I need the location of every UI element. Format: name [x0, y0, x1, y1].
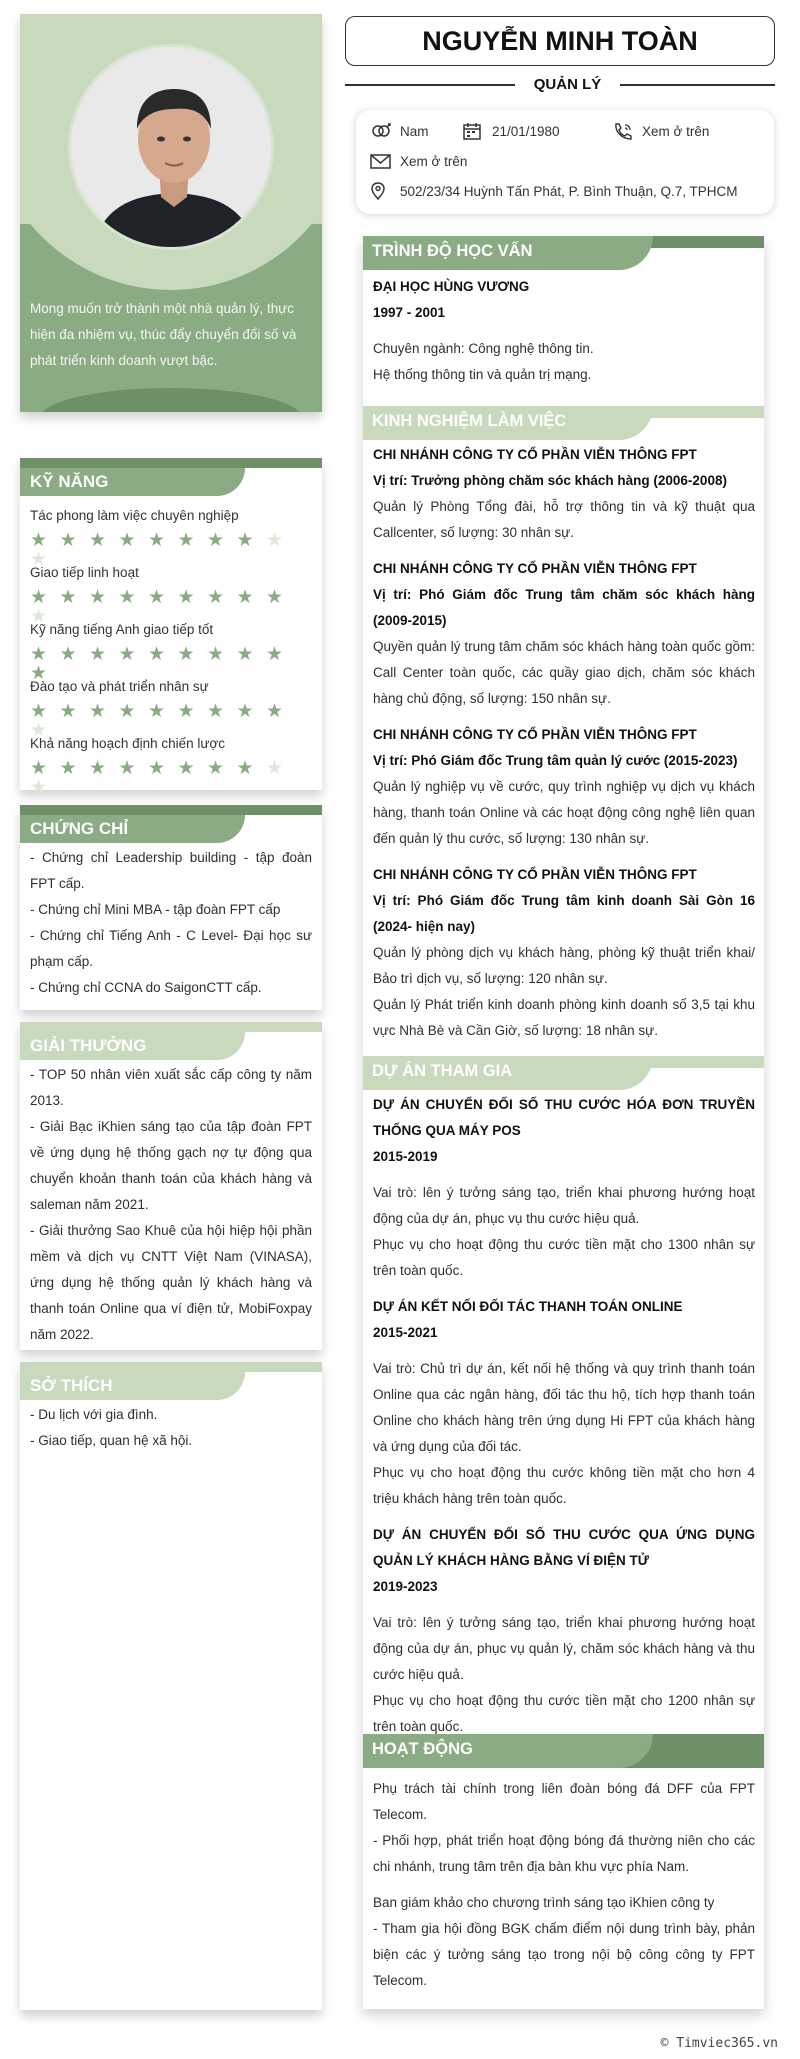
- activities-header: [363, 1734, 764, 1768]
- candidate-name: NGUYỄN MINH TOÀN: [345, 16, 775, 66]
- hobbies-card: [20, 1362, 322, 2010]
- star-icon: ★: [118, 701, 136, 722]
- award-item: - TOP 50 nhân viên xuất sắc cấp công ty năm 2013.: [30, 1067, 312, 1108]
- education-section: [373, 274, 755, 388]
- school-detail: Hệ thống thông tin và quản trị mạng.: [373, 367, 592, 382]
- star-icon: ★: [30, 606, 48, 627]
- avatar: [68, 44, 274, 250]
- star-icon: ★: [30, 720, 48, 741]
- star-icon: ★: [148, 701, 166, 722]
- contact-address: 502/23/34 Huỳnh Tấn Phát, P. Bình Thuận, Q.7, TPHCM: [370, 182, 737, 200]
- experience-header: [363, 406, 764, 440]
- school-major: Chuyên ngành: Công nghệ thông tin.: [373, 341, 594, 356]
- star-icon: ★: [177, 530, 195, 551]
- profile-card: [20, 14, 322, 412]
- activities-title: HOẠT ĐỘNG: [363, 1734, 653, 1768]
- star-icon: ★: [177, 644, 195, 665]
- star-icon: ★: [148, 644, 166, 665]
- skill-item: Kỹ năng tiếng Anh giao tiếp tốt ★ ★ ★ ★ ★ ★ ★ ★ ★★: [30, 622, 315, 668]
- skills-title: KỸ NĂNG: [20, 468, 245, 496]
- star-icon: ★: [236, 758, 254, 779]
- hobby-item: - Du lịch với gia đình.: [30, 1407, 158, 1422]
- education-header: [363, 236, 764, 270]
- star-icon: ★: [236, 530, 254, 551]
- star-icon: ★: [118, 530, 136, 551]
- main-content-card: [363, 236, 764, 2009]
- star-icon: ★: [30, 777, 48, 798]
- hobby-item: - Giao tiếp, quan hệ xã hội.: [30, 1433, 193, 1448]
- calendar-icon: [462, 122, 484, 140]
- star-icon: ★: [207, 701, 225, 722]
- skill-item: Giao tiếp linh hoạt ★ ★ ★ ★ ★ ★ ★ ★ ★★: [30, 565, 315, 611]
- activity-item: Phụ trách tài chính trong liên đoàn bóng đá DFF của FPT Telecom.: [373, 1781, 755, 1822]
- star-icon: ★: [59, 644, 77, 665]
- activity-item: - Tham gia hội đồng BGK chấm điểm nội dung trình bày, phản biện các ý tưởng sáng tạo trong nội bộ công công ty FPT Telecom.: [373, 1921, 755, 1988]
- job-item: CHI NHÁNH CÔNG TY CỔ PHẦN VIỄN THÔNG FPT Vị trí: Phó Giám đốc Trung tâm chăm sóc khách hàng (2009-2015) Quyền quản lý trung tâm chăm sóc khách hàng toàn quốc gồm: Call Center toàn quốc, các quầy giao dịch, chăm sóc khách hàng chủ động, số lượng: 150 nhân sự.: [373, 561, 755, 706]
- projects-header: [363, 1056, 764, 1090]
- star-icon: ★: [118, 758, 136, 779]
- star-icon: ★: [59, 530, 77, 551]
- star-icon: ★: [207, 587, 225, 608]
- star-icon: ★: [59, 587, 77, 608]
- skill-item: Khả năng hoạch định chiến lược ★ ★ ★ ★ ★ ★ ★ ★ ★★: [30, 736, 315, 782]
- location-pin-icon: [370, 182, 392, 200]
- hobbies-title: SỞ THÍCH: [20, 1372, 245, 1400]
- star-icon: ★: [118, 587, 136, 608]
- watermark: © Timviec365.vn: [660, 2036, 778, 2051]
- star-icon: ★: [266, 758, 284, 779]
- job-item: CHI NHÁNH CÔNG TY CỔ PHẦN VIỄN THÔNG FPT Vị trí: Phó Giám đốc Trung tâm quản lý cước (2015-2023) Quản lý nghiệp vụ về cước, quy trình nghiệp vụ dịch vụ khách hàng, thanh toán Online và các hoạt động công nghệ liên quan đến quản lý thu cước, số lượng: 130 nhân sự.: [373, 727, 755, 846]
- certificates-title: CHỨNG CHỈ: [20, 815, 245, 843]
- star-icon: ★: [89, 644, 107, 665]
- star-icon: ★: [89, 701, 107, 722]
- star-icon: ★: [30, 587, 48, 608]
- activity-item: Ban giám khảo cho chương trình sáng tạo iKhien công ty: [373, 1895, 715, 1910]
- project-item: DỰ ÁN KẾT NỐI ĐỐI TÁC THANH TOÁN ONLINE 2015-2021 Vai trò: Chủ trì dự án, kết nối hệ thống và quy trình thanh toán Online qua các ngân hàng, đối tác thu hộ, tích hợp thanh toán Online cho khách hàng trên ứng dụng Hi FPT của khách hàng và ứng dụng của đối tác. Phục vụ cho hoạt động thu cước không tiền mặt cho hơn 4 triệu khách hàng trên toàn quốc.: [373, 1299, 755, 1506]
- star-icon: ★: [30, 701, 48, 722]
- star-icon: ★: [89, 530, 107, 551]
- star-icon: ★: [207, 530, 225, 551]
- project-item: DỰ ÁN CHUYỂN ĐỔI SỐ THU CƯỚC HÓA ĐƠN TRUYỀN THỐNG QUA MÁY POS 2015-2019 Vai trò: lên ý tưởng sáng tạo, triển khai phương hướng hoạt động của dự án, phục vụ thu cước hiệu quả. Phục vụ cho hoạt động thu cước tiền mặt cho 1300 nhân sự trên toàn quốc.: [373, 1097, 755, 1278]
- email-icon: [370, 152, 392, 170]
- star-icon: ★: [177, 587, 195, 608]
- star-icon: ★: [236, 644, 254, 665]
- contact-phone: Xem ở trên: [612, 122, 709, 140]
- star-icon: ★: [89, 587, 107, 608]
- star-icon: ★: [30, 758, 48, 779]
- skill-item: Tác phong làm việc chuyên nghiệp ★ ★ ★ ★ ★ ★ ★ ★ ★★: [30, 508, 315, 554]
- project-item: DỰ ÁN CHUYỂN ĐỔI SỐ THU CƯỚC QUA ỨNG DỤNG QUẢN LÝ KHÁCH HÀNG BẰNG VÍ ĐIỆN TỬ 2019-2023 Vai trò: lên ý tưởng sáng tạo, triển khai phương hướng hoạt động của dự án, phục vụ quản lý, chăm sóc khách hàng và thu cước hiệu quả. Phục vụ cho hoạt động thu cước tiền mặt cho 1200 nhân sự trên toàn quốc.: [373, 1527, 755, 1734]
- awards-title: GIẢI THƯỞNG: [20, 1032, 245, 1060]
- star-icon: ★: [148, 587, 166, 608]
- star-icon: ★: [236, 587, 254, 608]
- skills-card: [20, 458, 322, 798]
- certificate-item: - Chứng chỉ Tiếng Anh - C Level- Đại học sư phạm cấp.: [30, 928, 312, 969]
- career-goal: Mong muốn trở thành một nhà quản lý, thực hiện đa nhiệm vụ, thúc đẩy chuyển đổi số và phát triển kinh doanh vượt bậc.: [30, 301, 297, 368]
- certificate-item: - Chứng chỉ Leadership building - tập đoàn FPT cấp.: [30, 850, 312, 891]
- job-item: CHI NHÁNH CÔNG TY CỔ PHẦN VIỄN THÔNG FPT Vị trí: Trưởng phòng chăm sóc khách hàng (2006-2008) Quản lý Phòng Tổng đài, hỗ trợ thông tin và kỹ thuật qua Callcenter, số lượng: 30 nhân sự.: [373, 447, 755, 540]
- certificate-item: - Chứng chỉ Mini MBA - tập đoàn FPT cấp: [30, 902, 281, 917]
- contact-gender: Nam: [370, 122, 429, 140]
- experience-section: [373, 442, 755, 1044]
- school-name: ĐẠI HỌC HÙNG VƯƠNG: [373, 279, 530, 294]
- job-item: CHI NHÁNH CÔNG TY CỔ PHẦN VIỄN THÔNG FPT Vị trí: Phó Giám đốc Trung tâm kinh doanh Sài Gòn 16 (2024- hiện nay) Quản lý phòng dịch vụ khách hàng, phòng kỹ thuật triển khai/ Bảo trì dịch vụ, số lượng: 120 nhân sự. Quản lý Phát triển kinh doanh phòng kinh doanh số 3,5 tại khu vực Nhà Bè và Cần Giờ, số lượng: 18 nhân sự.: [373, 867, 755, 1038]
- award-item: - Giải Bạc iKhien sáng tạo của tập đoàn FPT về ứng dụng hệ thống gạch nợ tự động qua chuyển khoản thanh toán của khách hàng và saleman năm 2021.: [30, 1119, 312, 1212]
- activities-section: [373, 1776, 755, 1994]
- school-years: 1997 - 2001: [373, 305, 446, 320]
- contact-email: Xem ở trên: [370, 152, 467, 170]
- star-icon: ★: [266, 587, 284, 608]
- skill-item: Đào tạo và phát triển nhân sự ★ ★ ★ ★ ★ ★ ★ ★ ★★: [30, 679, 315, 725]
- experience-title: KINH NGHIỆM LÀM VIỆC: [363, 406, 653, 440]
- star-icon: ★: [30, 530, 48, 551]
- star-icon: ★: [30, 549, 48, 570]
- star-icon: ★: [148, 530, 166, 551]
- certificate-item: - Chứng chỉ CCNA do SaigonCTT cấp.: [30, 980, 262, 995]
- candidate-role: QUẢN LÝ: [515, 72, 620, 98]
- education-title: TRÌNH ĐỘ HỌC VẤN: [363, 236, 653, 270]
- star-icon: ★: [266, 701, 284, 722]
- star-icon: ★: [89, 758, 107, 779]
- star-icon: ★: [59, 701, 77, 722]
- star-icon: ★: [236, 701, 254, 722]
- award-item: - Giải thưởng Sao Khuê của hội hiệp hội phần mềm và dịch vụ CNTT Việt Nam (VINASA), ứng dụng hệ thống quản lý khách hàng và thanh toán Online qua ví điện tử, MobiFoxpay năm 2022.: [30, 1223, 312, 1342]
- projects-section: [373, 1092, 755, 1740]
- star-icon: ★: [148, 758, 166, 779]
- projects-title: DỰ ÁN THAM GIA: [363, 1056, 653, 1090]
- star-icon: ★: [59, 758, 77, 779]
- star-icon: ★: [30, 663, 48, 684]
- star-icon: ★: [266, 530, 284, 551]
- star-icon: ★: [207, 758, 225, 779]
- star-icon: ★: [207, 644, 225, 665]
- star-icon: ★: [30, 644, 48, 665]
- contact-card: [356, 110, 774, 214]
- star-icon: ★: [266, 644, 284, 665]
- awards-card: [20, 1022, 322, 1350]
- gender-icon: [370, 122, 392, 140]
- certificates-card: [20, 805, 322, 1010]
- phone-icon: [612, 122, 634, 140]
- skills-header: [20, 458, 322, 491]
- activity-item: - Phối hợp, phát triển hoạt động bóng đá thường niên cho các chi nhánh, trung tâm trên địa bàn khu vực phía Nam.: [373, 1833, 755, 1874]
- contact-dob: 21/01/1980: [462, 122, 560, 140]
- star-icon: ★: [177, 701, 195, 722]
- star-icon: ★: [177, 758, 195, 779]
- star-icon: ★: [118, 644, 136, 665]
